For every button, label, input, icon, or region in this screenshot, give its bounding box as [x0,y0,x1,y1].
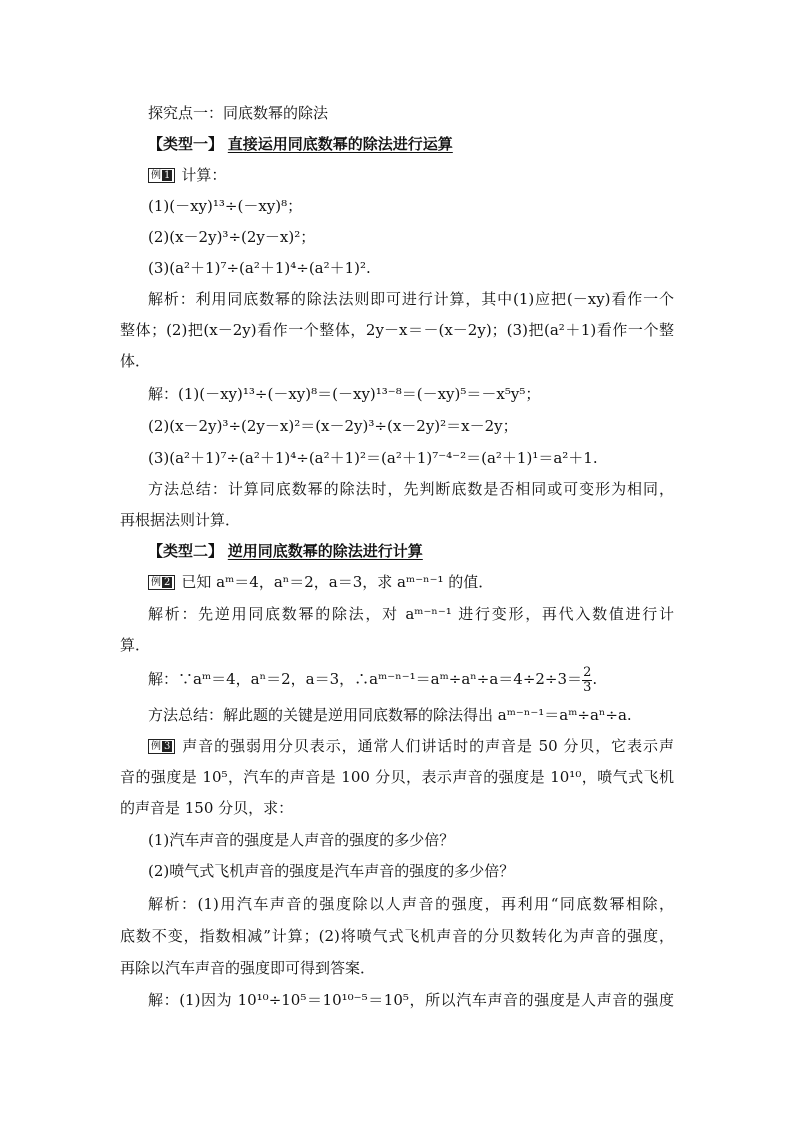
type2-bracket: 【类型二】 [148,542,224,560]
example3-q-l2: 音的强度是 10⁵，汽车的声音是 100 分贝，表示声音的强度是 10¹⁰，喷气式飞机 [120,768,674,786]
example2-analysis-l1: 解析：先逆用同底数幂的除法，对 aᵐ⁻ⁿ⁻¹ 进行变形，再代入数值进行计 [148,605,674,623]
example1-method-l2: 再根据法则计算． [120,511,241,529]
example3-q-sub1: (1)汽车声音的强度是人声音的强度的多少倍？ [148,831,455,849]
example3-analysis-l2: 底数不变，指数相减”计算；(2)将喷气式飞机声音的分贝数转化为声音的强度， [120,927,674,945]
example1-analysis-l3: 体． [120,352,151,370]
example1-analysis-l1: 解析：利用同底数幂的除法法则即可进行计算，其中(1)应把(－xy)看作一个 [148,290,674,308]
example1-q2: (2)(x－2y)³÷(2y－x)²； [148,228,316,246]
example2-question-line [148,571,674,593]
example3-q-l1: 声音的强弱用分贝表示，通常人们讲话时的声音是 50 分贝，它表示声 [181,737,674,755]
example1-prompt-line [148,164,674,186]
example3-badge: 例 3 [148,739,175,754]
example3-q-sub2: (2)喷气式飞机声音的强度是汽车声音的强度的多少倍？ [148,862,515,880]
example3-question-l1 [148,735,674,757]
example2-badge: 例 2 [148,575,175,590]
example1-solution-l2: (2)(x－2y)³÷(2y－x)²＝(x－2y)³÷(x－2y)²＝x－2y； [148,417,518,435]
example1-method-l1: 方法总结：计算同底数幂的除法时，先判断底数是否相同或可变形为相同， [148,480,674,498]
example2-analysis-l2: 算． [120,636,151,654]
example3-solution-l1: 解：(1)因为 10¹⁰÷10⁵＝10¹⁰⁻⁵＝10⁵，所以汽车声音的强度是人声音的强度 [148,991,674,1009]
example3-analysis-l1: 解析：(1)用汽车声音的强度除以人声音的强度，再利用“同底数幂相除， [148,895,674,913]
example1-prompt: 计算： [181,166,227,184]
example1-badge: 例 1 [148,168,175,183]
type1-title: 直接运用同底数幂的除法进行运算 [227,135,453,153]
example2-method: 方法总结：解此题的关键是逆用同底数幂的除法得出 aᵐ⁻ⁿ⁻¹＝aᵐ÷aⁿ÷a. [148,706,632,724]
example2-solution-end: . [592,670,598,688]
fraction-denominator: 3 [583,679,592,695]
example2-solution-text: 解：∵aᵐ＝4，aⁿ＝2，a＝3，∴aᵐ⁻ⁿ⁻¹＝aᵐ÷aⁿ÷a＝4÷2÷3＝ [148,670,583,688]
section-heading: 探究点一：同底数幂的除法 [148,104,329,122]
type2-title: 逆用同底数幂的除法进行计算 [227,542,423,560]
example1-solution-l1: 解：(1)(－xy)¹³÷(－xy)⁸＝(－xy)¹³⁻⁸＝(－xy)⁵＝－x⁵y⁵； [148,385,541,403]
type1-heading [148,133,674,155]
type2-heading [148,540,674,562]
example1-solution-l3: (3)(a²＋1)⁷÷(a²＋1)⁴÷(a²＋1)²＝(a²＋1)⁷⁻⁴⁻²＝(a²＋1)¹＝a²＋1. [148,449,598,467]
example2-fraction [582,666,592,695]
fraction-numerator: 2 [583,664,592,680]
example2-question: 已知 aᵐ＝4，aⁿ＝2，a＝3，求 aᵐ⁻ⁿ⁻¹ 的值． [181,573,494,591]
example3-analysis-l3: 再除以汽车声音的强度即可得到答案． [120,959,376,977]
type1-bracket: 【类型一】 [148,135,224,153]
example3-q-l3: 的声音是 150 分贝，求： [120,799,294,817]
example1-analysis-l2: 整体；(2)把(x－2y)看作一个整体，2y－x＝－(x－2y)；(3)把(a²＋1)看作一个整 [120,321,674,339]
example1-q3: (3)(a²＋1)⁷÷(a²＋1)⁴÷(a²＋1)². [148,259,371,277]
example1-q1: (1)(－xy)¹³÷(－xy)⁸； [148,197,303,215]
example2-solution [148,664,674,695]
